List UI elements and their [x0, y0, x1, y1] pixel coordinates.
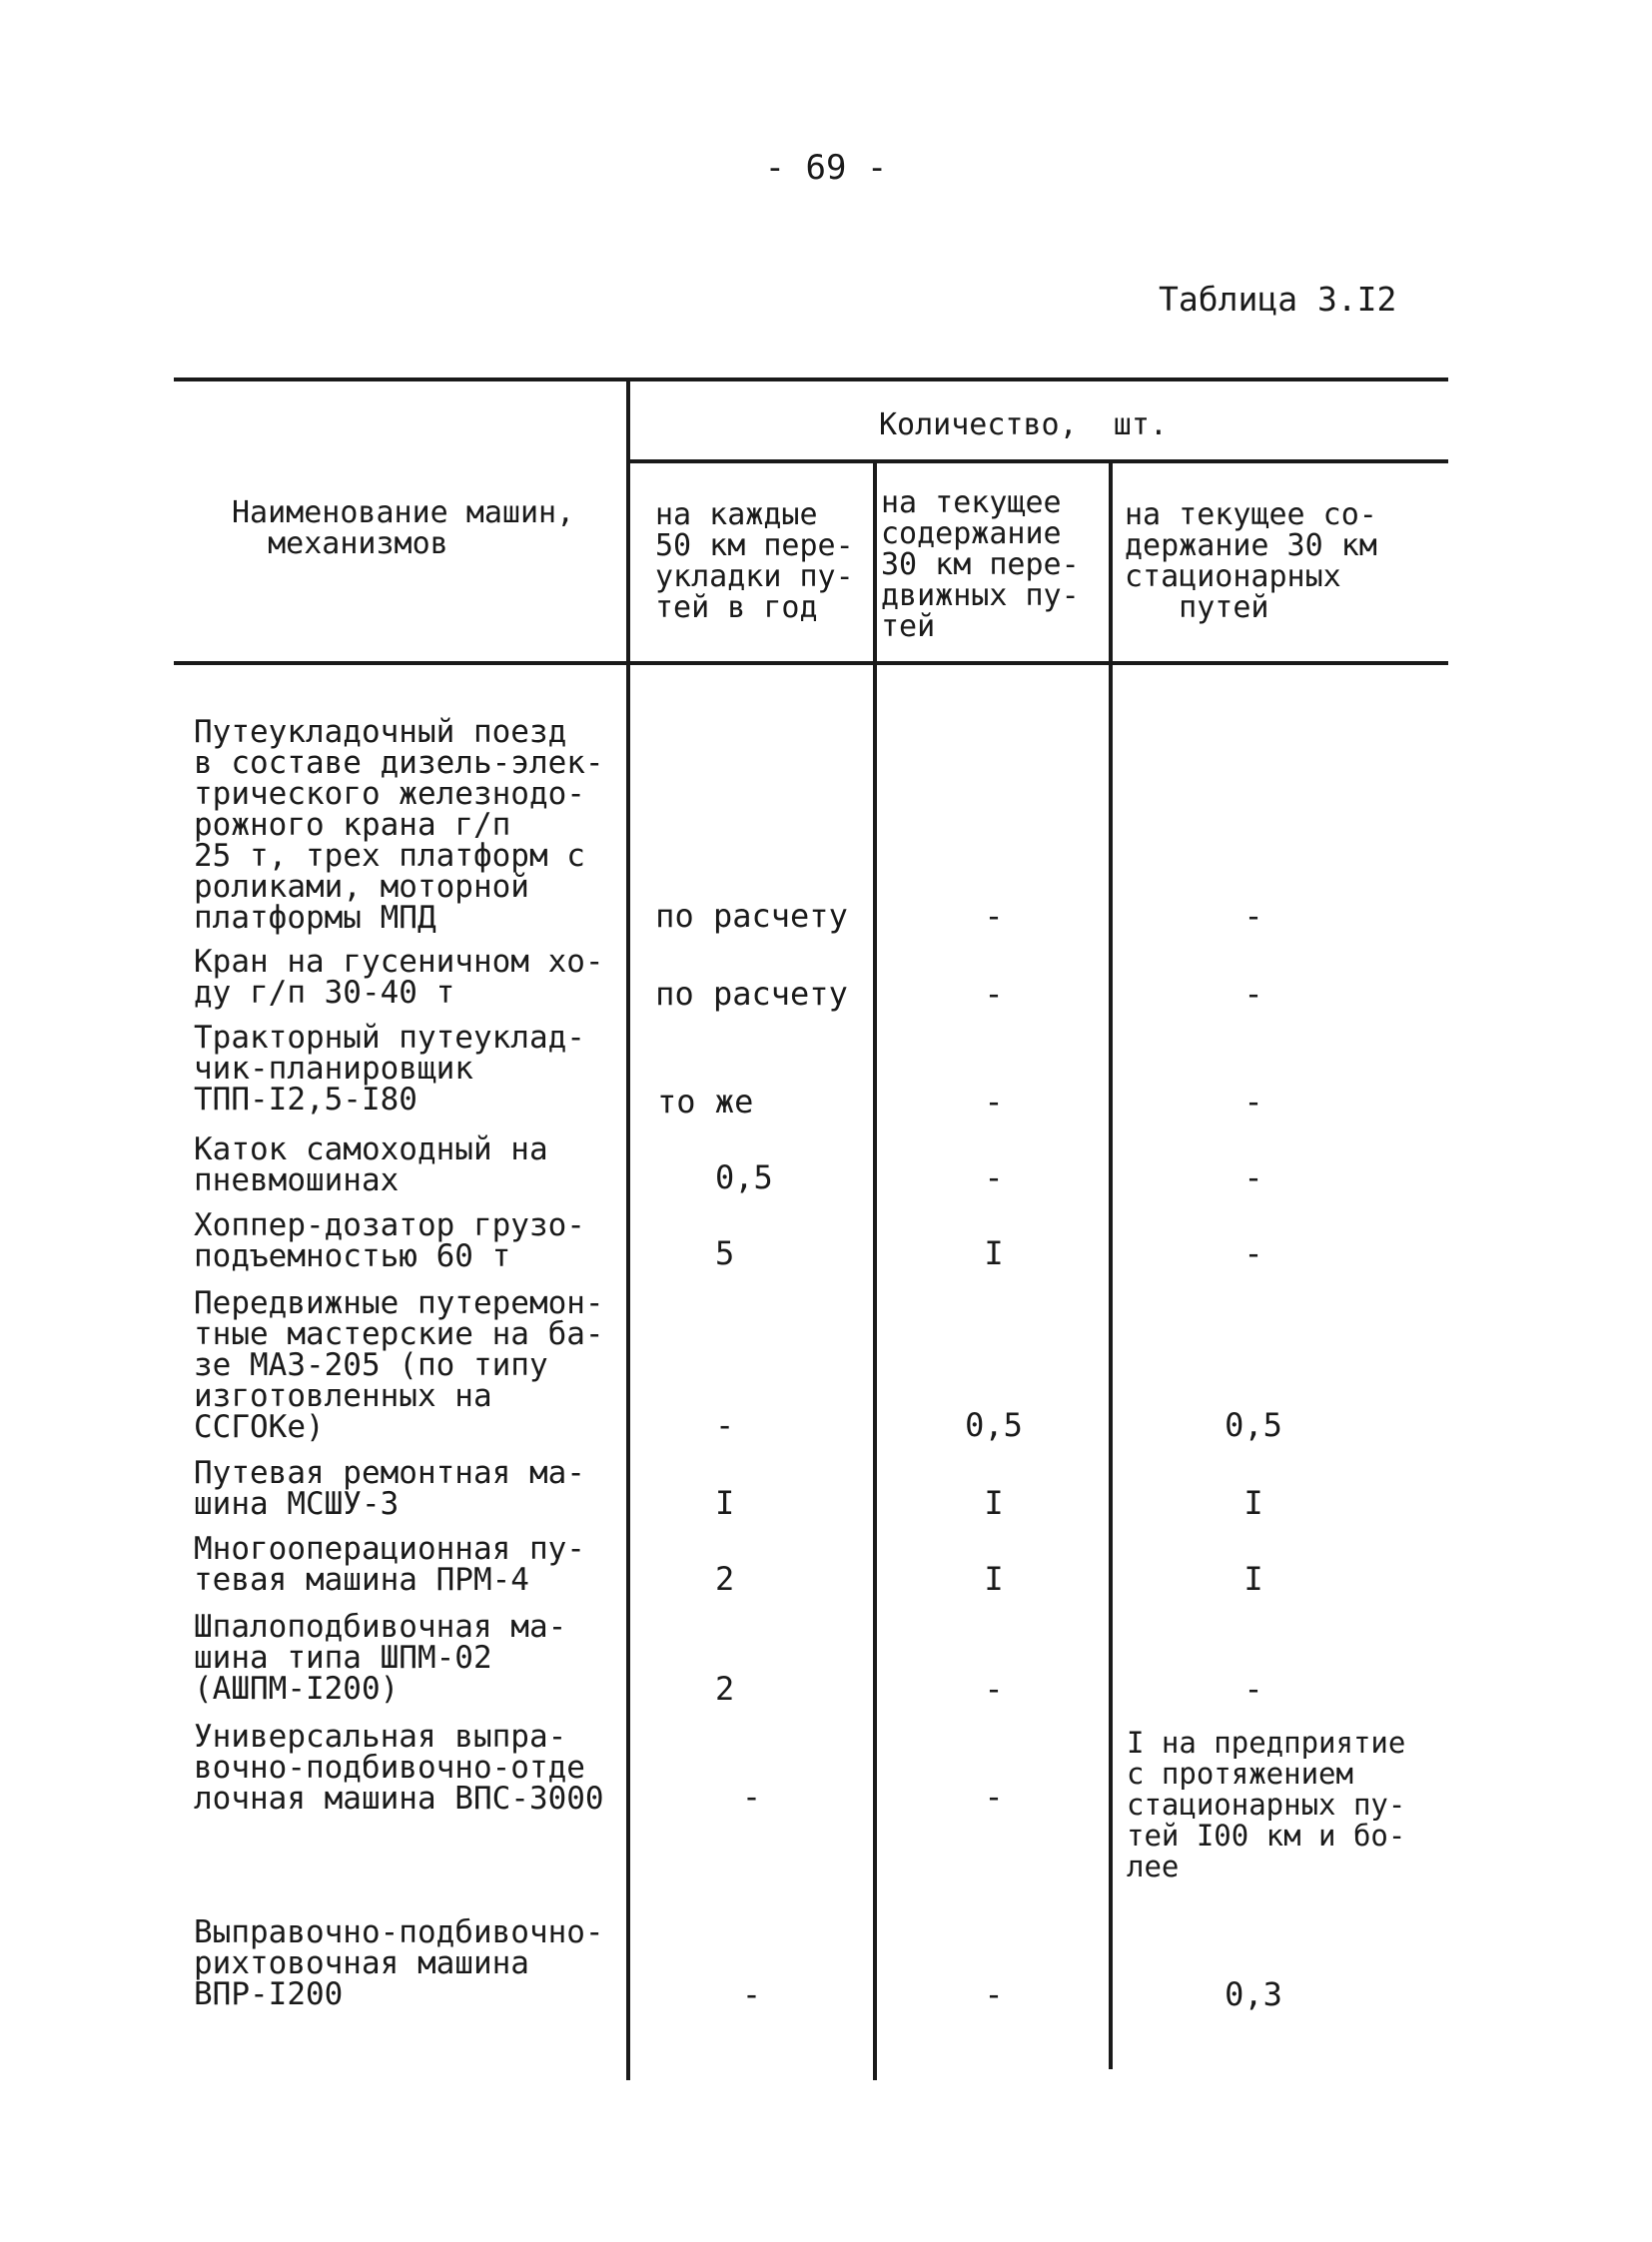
header-col-stationary-30km: на текущее со- держание 30 км стационарных путей — [1125, 497, 1377, 625]
row-value-col3: I — [1243, 1484, 1263, 1522]
row-value-col2: - — [984, 1158, 1004, 1196]
row-value-col2: I — [984, 1484, 1004, 1522]
row-value-col1: 0,5 — [715, 1158, 773, 1196]
row-value-col3: 0,3 — [1225, 1975, 1282, 2013]
row-value-col1: 2 — [715, 1670, 735, 1708]
row-value-col3: - — [1243, 1670, 1263, 1708]
header-bottom-rule — [174, 661, 1448, 665]
column-divider-2 — [873, 459, 877, 2080]
row-value-col1: 5 — [715, 1234, 735, 1272]
row-name: Выправочно-подбивочно- рихтовочная машина ВПР-I200 — [194, 1914, 604, 2012]
row-name: Путевая ремонтная ма- шина МСШУ-3 — [194, 1455, 585, 1522]
row-value-col2: I — [984, 1560, 1004, 1598]
row-value-col1: - — [741, 1975, 762, 2013]
row-name: Каток самоходный на пневмошинах — [194, 1131, 548, 1198]
row-value-col2: - — [984, 1670, 1004, 1708]
row-value-col2: - — [984, 975, 1004, 1013]
group-header-rule — [626, 459, 1448, 463]
row-value-col3: - — [1243, 1234, 1263, 1272]
row-value-col3: - — [1243, 1083, 1263, 1121]
row-value-col2: 0,5 — [965, 1406, 1023, 1444]
table-label: Таблица 3.I2 — [1159, 280, 1397, 319]
row-value-col1: - — [715, 1406, 735, 1444]
row-value-col2: - — [984, 897, 1004, 935]
column-divider-1 — [626, 377, 630, 2080]
row-name: Передвижные путеремон- тные мастерские на ба- зе МАЗ-205 (по типу изготовленных на ССГОКе) — [194, 1285, 604, 1445]
row-name: Тракторный путеуклад- чик-планировщик ТПП-I2,5-I80 — [194, 1020, 585, 1118]
row-name: Путеукладочный поезд в составе дизель-элек- трического железнодо- рожного крана г/п 25 т, трех платформ с роликами, моторной платформы МПД — [194, 714, 604, 936]
row-value-col3: - — [1243, 975, 1263, 1013]
header-col-mobile-30km: на текущее содержание 30 км пере- движных пу- тей — [881, 485, 1080, 644]
row-value-col3: - — [1243, 1158, 1263, 1196]
header-quantity-group: Количество, шт. — [879, 407, 1168, 442]
row-name: Универсальная выпра- вочно-подбивочно-отде лочная машина ВПС-3000 — [194, 1719, 604, 1817]
row-value-col3: - — [1243, 897, 1263, 935]
row-value-col3: I — [1243, 1560, 1263, 1598]
page-number: - 69 - — [764, 148, 888, 188]
row-name: Шпалоподбивочная ма- шина типа ШПМ-02 (АШПМ-I200) — [194, 1609, 567, 1707]
table-top-rule — [174, 377, 1448, 381]
row-value-col2: - — [984, 1975, 1004, 2013]
row-name: Кран на гусеничном хо- ду г/п 30-40 т — [194, 944, 604, 1011]
row-value-col3: I на предприятие с протяжением стационарных пу- тей I00 км и бо- лее — [1127, 1726, 1406, 1883]
row-value-col1: - — [741, 1778, 762, 1816]
header-name-column: Наименование машин, механизмов — [232, 495, 575, 561]
row-value-col1: по расчету — [655, 897, 848, 935]
row-value-col1: 2 — [715, 1560, 735, 1598]
header-col-per-50km: на каждые 50 км пере- укладки пу- тей в год — [655, 497, 854, 625]
row-value-col2: I — [984, 1234, 1004, 1272]
row-value-col1: по расчету — [655, 975, 848, 1013]
row-value-col1: то же — [657, 1083, 754, 1121]
row-value-col1: I — [715, 1484, 735, 1522]
row-value-col3: 0,5 — [1225, 1406, 1282, 1444]
row-name: Хоппер-дозатор грузо- подъемностью 60 т — [194, 1207, 585, 1274]
row-value-col2: - — [984, 1778, 1004, 1816]
row-value-col2: - — [984, 1083, 1004, 1121]
row-name: Многооперационная пу- тевая машина ПРМ-4 — [194, 1531, 585, 1598]
